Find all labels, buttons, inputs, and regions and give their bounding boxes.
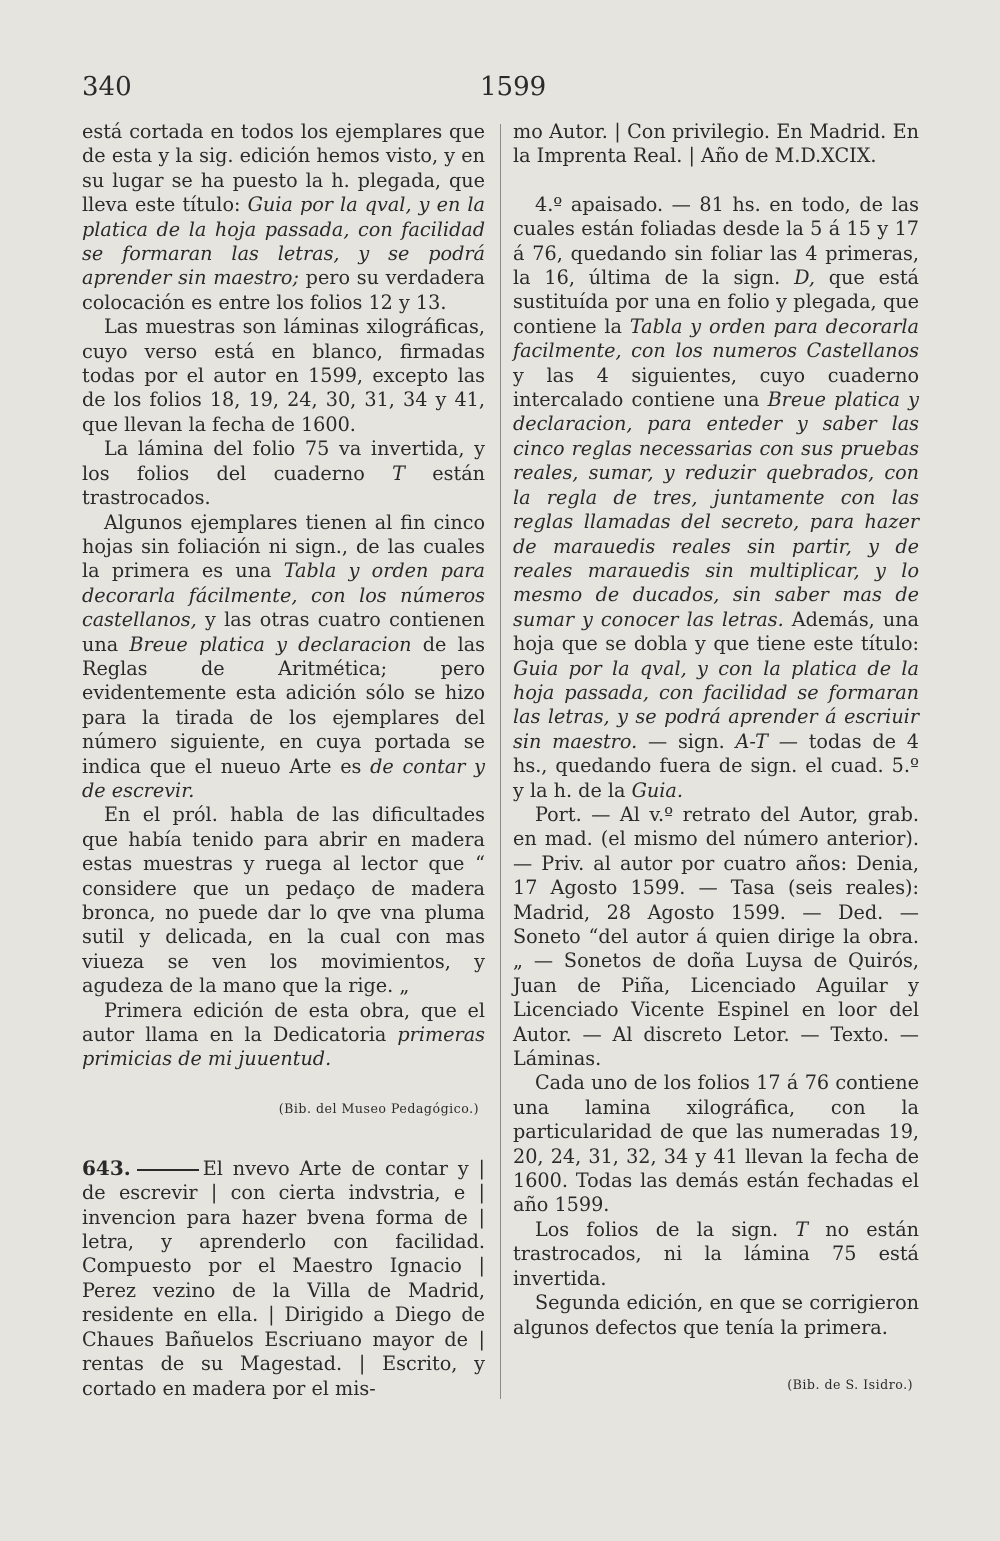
entry-number: 643. (82, 1155, 131, 1180)
italic-text-run: Tabla y orden para decorarla facilmente, con los numeros Castellanos (513, 314, 919, 363)
running-header-year: 1599 (480, 72, 547, 102)
paragraph (82, 803, 485, 998)
blank-line (513, 169, 919, 193)
paragraph (513, 1218, 919, 1291)
italic-text-run: D, (794, 266, 815, 290)
italic-text-run: A-T (735, 729, 768, 753)
page-number: 340 (82, 72, 132, 102)
text-run: Cada uno de los folios 17 á 76 contiene una lamina xilográfica, con la particularidad de que las numeradas 19, 20, 24, 31, 32, 34 y 41 llevan la fecha de 1600. Todas las demás están fechadas el año 1599. (513, 1071, 919, 1217)
text-run: 4.º apaisado. — 81 hs. en todo, de las cuales están foliadas desde la 5 á 15 y 17 á 76, quedando sin foliar las 4 primeras, la 16, última de la sign. (513, 192, 919, 290)
right-text-column (513, 120, 919, 1394)
entry-title-text: El nvevo Arte de contar y | de escrevir | con cierta indvstria, e | invencion para hazer bvena forma de | letra, y aprenderlo con facilidad. Compuesto por el Maestro Ignacio | Perez vezino de la Villa de Madrid, residente en ella. | Dirigido a Diego de Chaues Bañuelos Escriuano mayor de | rentas de su Magestad. | Escrito, y cortado en madera por el mis- (82, 1156, 485, 1400)
column-divider-rule (500, 124, 501, 1399)
catalog-entry-643 (82, 1156, 485, 1401)
italic-text-run: T (392, 461, 405, 485)
text-run: Las muestras son láminas xilográficas, cuyo verso está en blanco, firmadas todas por el autor en 1599, excepto las de los folios 18, 19, 24, 30, 31, 34 y 41, que llevan la fecha de 1600. (82, 315, 485, 436)
library-source-note: (Bib. de S. Isidro.) (787, 1376, 913, 1392)
text-run: Los folios de la sign. (535, 1217, 796, 1241)
text-run: pero su verdadera colocación es entre los folios 12 y 13. (82, 266, 485, 314)
text-run: Segunda edición, en que se corrigieron algunos defectos que tenía la primera. (513, 1291, 919, 1339)
text-run: Primera edición de esta obra, que el autor llama en la Dedicatoria (82, 998, 485, 1047)
italic-text-run: Guia por la qval, y con la platica de la hoja passada, con facilidad se formaran las letras, y se podrá aprender á escriuir sin maestro. (513, 656, 919, 753)
text-run: están trastrocados. (82, 461, 486, 510)
paragraph (82, 511, 485, 804)
right-paragraphs (513, 193, 919, 1340)
italic-text-run: primeras primicias de mi juuentud. (82, 1023, 485, 1071)
text-run: está cortada en todos los ejemplares que de esta y la sig. edición hemos visto, y en su lugar se ha puesto la h. plegada, que lleva este título: (82, 120, 485, 217)
text-run: Port. — Al v.º retrato del Autor, grab. en mad. (el mismo del número anterior). — Priv. al autor por cuatro años: Denia, 17 Agosto 1599. — Tasa (seis reales): Madrid, 28 Agosto 1599. — Ded. — Soneto “del autor á quien dirige la obra. „ — Sonetos de doña Luysa de Quirós, Juan de Piña, Licenciado Aguilar y Licenciado Vicente Espinel en loor del Autor. — Al discreto Letor. — Texto. — Láminas. (513, 802, 919, 1071)
italic-text-run: Breue platica y declaracion, para enteder y saber las cinco reglas necessarias con sus pruebas reales, sumar, y reduzir quebrados, con la regla de tres, juntamente con las reglas llamadas del secreto, para hazer de marauedis reales sin partir, y de reales marauedis sin multiplicar, y lo mesmo de ducados, sin saber mas de sumar y conocer las letras. (513, 388, 919, 631)
text-run: En el pról. habla de las dificultades que había tenido para abrir en madera estas muestras y ruega al lector que “ considere que un pedaço de madera bronca, no puede dar lo qve vna pluma sutil y delicada, en la cual con mas viueza se ven los movimientos, y agudeza de la mano que la rige. „ (82, 803, 485, 998)
paragraph (513, 1291, 919, 1340)
paragraph (513, 1071, 919, 1217)
paragraph (82, 315, 485, 437)
text-run: no están trastrocados, ni la lámina 75 está invertida. (513, 1217, 919, 1290)
entry-dash-rule (137, 1169, 199, 1171)
paragraph (82, 999, 485, 1072)
italic-text-run: Guia. (631, 778, 683, 802)
text-run: Además, una hoja que se dobla y que tiene este título: (513, 607, 919, 656)
left-paragraphs (82, 120, 485, 1072)
italic-text-run: de contar y de escrevir. (82, 754, 485, 802)
text-run: La lámina del folio 75 va invertida, y los folios del cuaderno (82, 437, 485, 485)
entry-title-continuation: mo Autor. | Con privilegio. En Madrid. En la Imprenta Real. | Año de M.D.XCIX. (513, 120, 919, 168)
text-run: — sign. (637, 729, 736, 753)
text-run: y las 4 siguientes, cuyo cuaderno intercalado contiene una (513, 363, 919, 412)
page-header (82, 72, 942, 112)
left-text-column (82, 120, 485, 1401)
italic-text-run: Guia por la qval, y en la platica de la hoja passada, con facilidad se formaran las letras, y se podrá aprender sin maestro; (82, 193, 485, 290)
library-source-note: (Bib. del Museo Pedagógico.) (278, 1100, 479, 1116)
paragraph (513, 803, 919, 1071)
text-run: que está sustituída por una en folio y plegada, que contiene la (513, 266, 919, 338)
text-run: — todas de 4 hs., quedando fuera de sign. el cuad. 5.º y la h. de la (513, 729, 919, 802)
text-run: y las otras cuatro contienen una (82, 608, 485, 656)
italic-text-run: Breue platica y declaracion (129, 632, 412, 656)
paragraph (513, 193, 919, 803)
text-run: de las Reglas de Aritmética; pero evidentemente esta adición sólo se hizo para la tirada de los ejemplares del número siguiente, en cuya portada se indica que el nueuo Arte es (82, 632, 486, 778)
italic-text-run: Tabla y orden para decorarla fácilmente, con los números castellanos, (82, 559, 485, 632)
italic-text-run: T (795, 1217, 809, 1241)
text-run: Algunos ejemplares tienen al fin cinco hojas sin foliación ni sign., de las cuales la primera es una (82, 510, 485, 583)
paragraph (82, 120, 485, 315)
paragraph (82, 437, 485, 510)
